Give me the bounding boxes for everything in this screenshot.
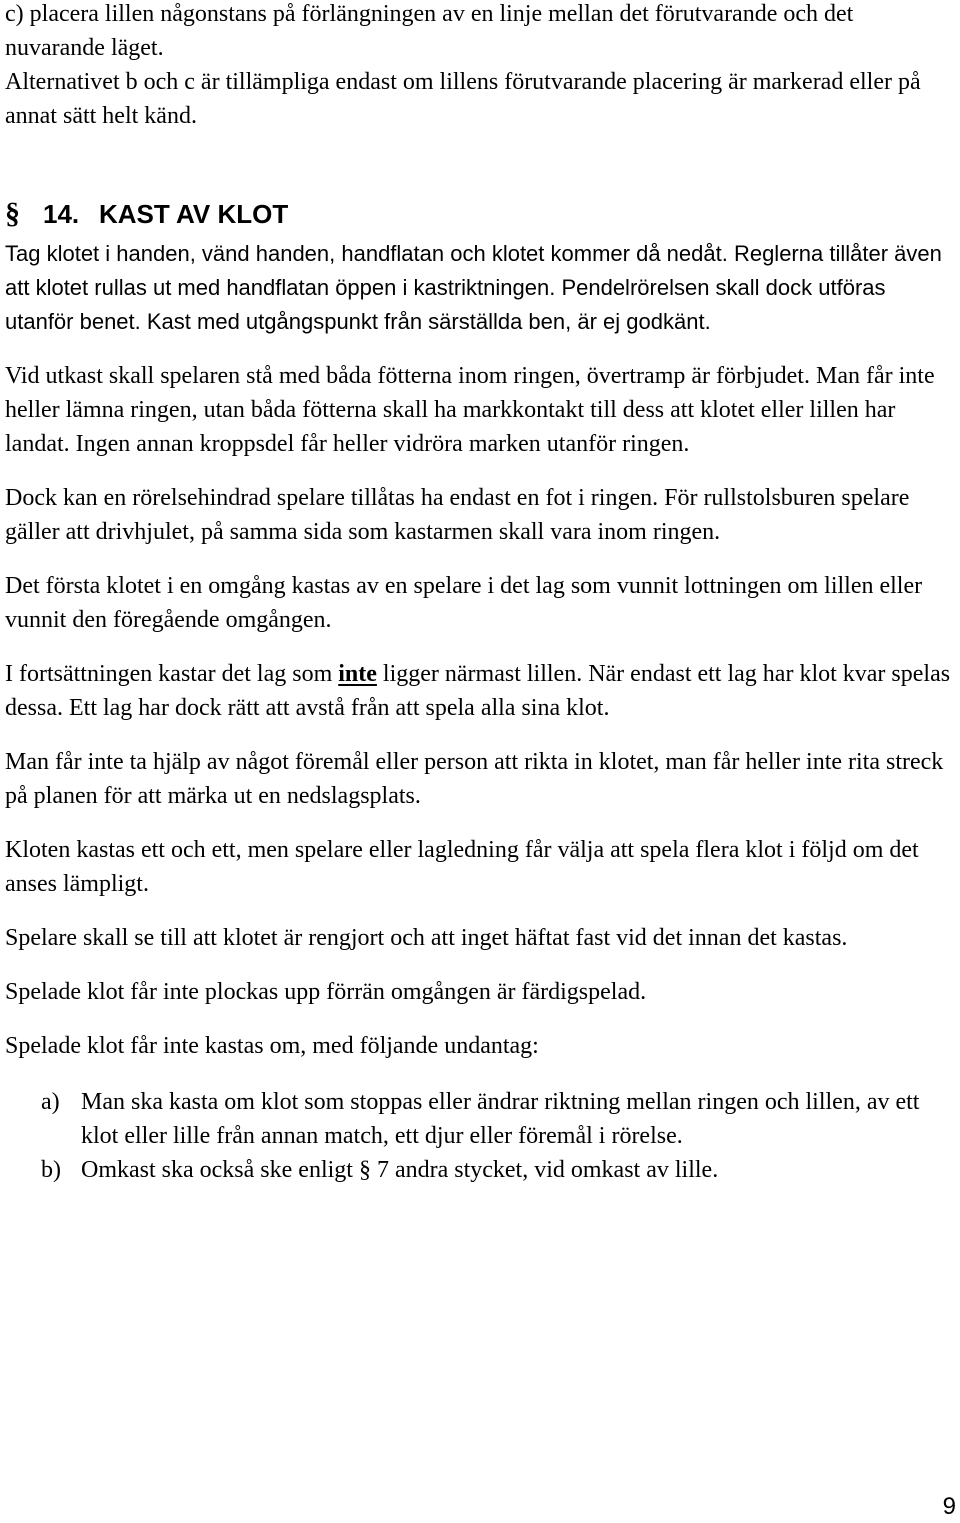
paragraph-7: Spelare skall se till att klotet är rengjort och att inget häftat fast vid det innan det kastas. [5, 925, 848, 951]
list-item [5, 1085, 955, 1153]
paragraph-4-start: I fortsättningen kastar det lag som [5, 661, 339, 687]
intro-item-c: c) placera lillen någonstans på förlängningen av en linje mellan det förutvarande och det nuvarande läget. [5, 1, 854, 61]
list-marker: b) [41, 1157, 61, 1183]
paragraph-8: Spelade klot får inte plockas upp förrän omgången är färdigspelad. [5, 979, 647, 1005]
paragraph-6: Kloten kastas ett och ett, men spelare eller lagledning får välja att spela flera klot i följd om det anses lämpligt. [5, 837, 919, 897]
paragraph-4 [5, 657, 955, 725]
list-text: Omkast ska också ske enligt § 7 andra stycket, vid omkast av lille. [81, 1157, 719, 1183]
paragraph-9: Spelade klot får inte kastas om, med följande undantag: [5, 1033, 539, 1059]
section-heading [5, 195, 955, 233]
paragraph-4-emphasis: inte [338, 661, 377, 687]
document-page [5, 0, 955, 1187]
section-number: 14. [43, 198, 80, 229]
exceptions-list [5, 1085, 955, 1187]
paragraph-2: Dock kan en rörelsehindrad spelare tillåtas ha endast en fot i ringen. För rullstolsburen spelare gäller att drivhjulet, på samma sida som kastarmen skall vara inom ringen. [5, 485, 910, 545]
section-first-paragraph: Tag klotet i handen, vänd handen, handflatan och klotet kommer då nedåt. Reglerna tillåter även att klotet rullas ut med handflatan öppen i kastriktningen. Pendelrörelsen skall dock utföras utanför benet. Kast med utgångspunkt från särställda ben, är ej godkänt. [5, 241, 942, 334]
list-item [5, 1153, 955, 1187]
paragraph-1: Vid utkast skall spelaren stå med båda fötterna inom ringen, övertramp är förbjudet. Man får inte heller lämna ringen, utan båda fötterna skall ha markkontakt till dess att klotet eller lillen har landat. Ingen annan kroppsdel får heller vidröra marken utanför ringen. [5, 363, 935, 457]
intro-note: Alternativet b och c är tillämpliga endast om lillens förutvarande placering är markerad eller på annat sätt helt känd. [5, 69, 921, 129]
section-title: KAST AV KLOT [99, 198, 289, 229]
page-number: 9 [942, 1493, 956, 1520]
paragraph-5: Man får inte ta hjälp av något föremål eller person att rikta in klotet, man får heller inte rita streck på planen för att märka ut en nedslagsplats. [5, 749, 944, 809]
paragraph-4-end: ligger närmast lillen. När endast ett lag har klot kvar spelas dessa. Ett lag har dock rätt att avstå från att spela alla sina klot. [5, 661, 951, 721]
list-text: Man ska kasta om klot som stoppas eller ändrar riktning mellan ringen och lillen, av ett klot eller lille från annan match, ett djur eller föremål i rörelse. [81, 1089, 920, 1149]
list-marker: a) [41, 1089, 60, 1115]
paragraph-3: Det första klotet i en omgång kastas av en spelare i det lag som vunnit lottningen om lillen eller vunnit den föregående omgången. [5, 573, 923, 633]
section-symbol: § [5, 197, 20, 230]
